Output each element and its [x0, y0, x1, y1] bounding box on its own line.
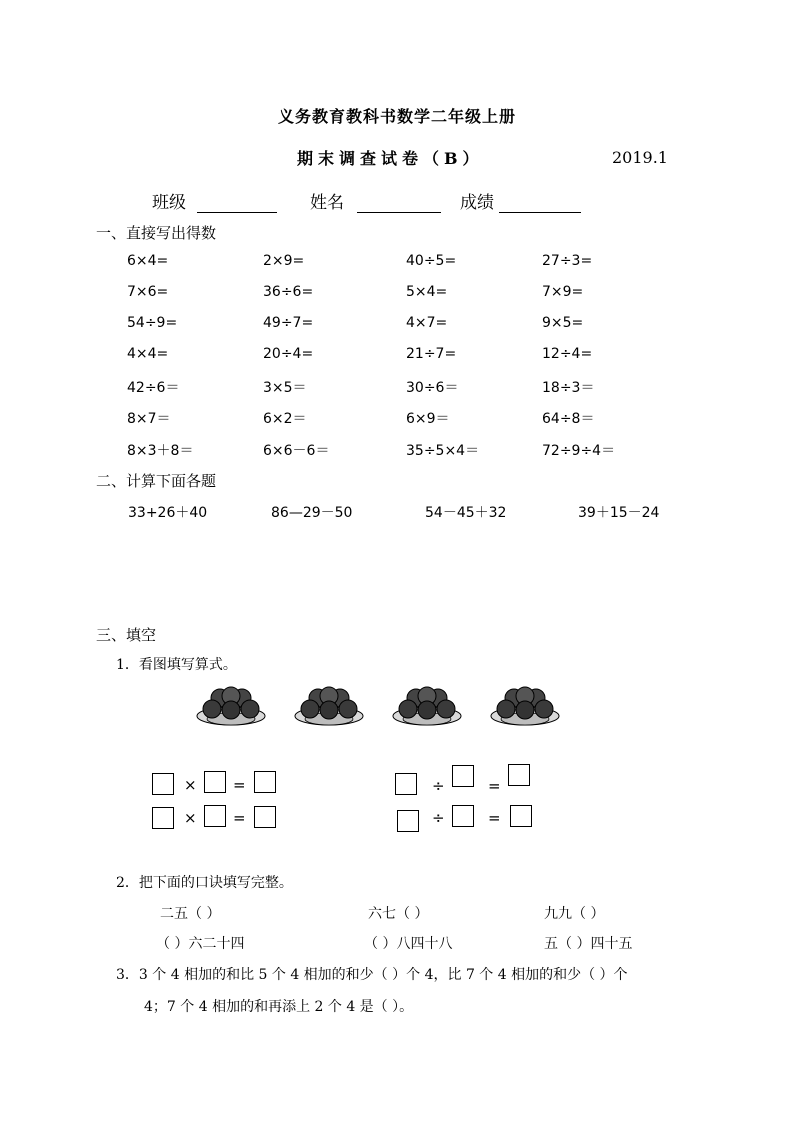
- multiplication-rhyme: （ ）八四十八: [364, 936, 453, 952]
- oral-calc-item: 4×4=: [127, 346, 169, 362]
- oral-calc-item: 3×5＝: [263, 380, 307, 396]
- multiplication-rhyme: （ ）六二十四: [156, 936, 245, 952]
- oral-calc-item: 49÷7=: [263, 315, 314, 331]
- score-field: [460, 188, 581, 213]
- multiplication-rhyme: 五（ ）四十五: [544, 936, 633, 952]
- oral-calc-item: 5×4=: [406, 284, 448, 300]
- score-blank[interactable]: [499, 194, 581, 213]
- answer-box[interactable]: [254, 806, 276, 828]
- oral-calc-item: 8×3＋8＝: [127, 443, 194, 459]
- oral-calc-item: 30÷6＝: [406, 380, 459, 396]
- answer-box[interactable]: [508, 764, 530, 786]
- oral-calc-item: 21÷7=: [406, 346, 457, 362]
- times-sign: ×: [184, 809, 197, 827]
- score-label: 成绩: [460, 193, 494, 213]
- question-2: 2．把下面的口诀填写完整。: [116, 875, 293, 891]
- plate-image: [196, 684, 266, 730]
- answer-box[interactable]: [254, 771, 276, 793]
- class-field: [152, 188, 277, 213]
- name-field: [310, 188, 441, 213]
- question-3-line-1: 3．3 个 4 相加的和比 5 个 4 相加的和少（ ）个 4，比 7 个 4 相加的和少（ ）个: [116, 967, 628, 983]
- oral-calc-item: 18÷3＝: [542, 380, 595, 396]
- equals-sign: =: [233, 776, 246, 794]
- equals-sign: =: [488, 777, 501, 795]
- calc-item: 54－45＋32: [425, 505, 507, 521]
- oral-calc-item: 27÷3=: [542, 253, 593, 269]
- answer-box[interactable]: [397, 810, 419, 832]
- section3-heading: 三、填空: [96, 626, 157, 644]
- section2-heading: 二、计算下面各题: [96, 472, 217, 490]
- page-title: 义务教育教科书数学二年级上册: [277, 107, 516, 126]
- multiplication-rhyme: 二五（ ）: [160, 906, 221, 922]
- class-blank[interactable]: [197, 194, 277, 213]
- answer-box[interactable]: [204, 805, 226, 827]
- oral-calc-item: 6×9＝: [406, 411, 450, 427]
- oral-calc-item: 40÷5=: [406, 253, 457, 269]
- times-sign: ×: [184, 776, 197, 794]
- equals-sign: =: [233, 809, 246, 827]
- answer-box[interactable]: [510, 805, 532, 827]
- oral-calc-item: 2×9=: [263, 253, 305, 269]
- answer-box[interactable]: [152, 773, 174, 795]
- multiplication-rhyme: 九九（ ）: [544, 906, 605, 922]
- oral-calc-item: 6×6－6＝: [263, 443, 330, 459]
- oral-calc-item: 36÷6=: [263, 284, 314, 300]
- section1-heading: 一、直接写出得数: [96, 224, 217, 242]
- name-blank[interactable]: [357, 194, 441, 213]
- exam-date: 2019.1: [612, 148, 668, 167]
- divide-sign: ÷: [432, 809, 445, 827]
- class-label: 班级: [152, 193, 186, 213]
- oral-calc-item: 64÷8＝: [542, 411, 595, 427]
- plate-image: [392, 684, 462, 730]
- calc-item: 33+26＋40: [128, 505, 208, 521]
- oral-calc-item: 4×7=: [406, 315, 448, 331]
- plate-image: [490, 684, 560, 730]
- answer-box[interactable]: [395, 773, 417, 795]
- question-1: 1．看图填写算式。: [116, 657, 237, 673]
- answer-box[interactable]: [152, 807, 174, 829]
- answer-box[interactable]: [452, 805, 474, 827]
- question-3-line-2: 4；7 个 4 相加的和再添上 2 个 4 是（ ）。: [144, 999, 414, 1015]
- equals-sign: =: [488, 809, 501, 827]
- oral-calc-item: 12÷4=: [542, 346, 593, 362]
- oral-calc-item: 54÷9=: [127, 315, 178, 331]
- answer-box[interactable]: [204, 771, 226, 793]
- oral-calc-item: 72÷9÷4＝: [542, 443, 616, 459]
- exam-subtitle: 期末调查试卷（B）: [297, 149, 484, 168]
- oral-calc-item: 35÷5×4＝: [406, 443, 480, 459]
- oral-calc-item: 6×2＝: [263, 411, 307, 427]
- answer-box[interactable]: [452, 765, 474, 787]
- oral-calc-item: 42÷6＝: [127, 380, 180, 396]
- oral-calc-item: 7×9=: [542, 284, 584, 300]
- divide-sign: ÷: [432, 777, 445, 795]
- oral-calc-item: 7×6=: [127, 284, 169, 300]
- calc-item: 86—29－50: [271, 505, 353, 521]
- oral-calc-item: 9×5=: [542, 315, 584, 331]
- multiplication-rhyme: 六七（ ）: [368, 906, 429, 922]
- name-label: 姓名: [310, 193, 344, 213]
- oral-calc-item: 8×7＝: [127, 411, 171, 427]
- oral-calc-item: 20÷4=: [263, 346, 314, 362]
- plate-image: [294, 684, 364, 730]
- oral-calc-item: 6×4=: [127, 253, 169, 269]
- calc-item: 39＋15－24: [578, 505, 660, 521]
